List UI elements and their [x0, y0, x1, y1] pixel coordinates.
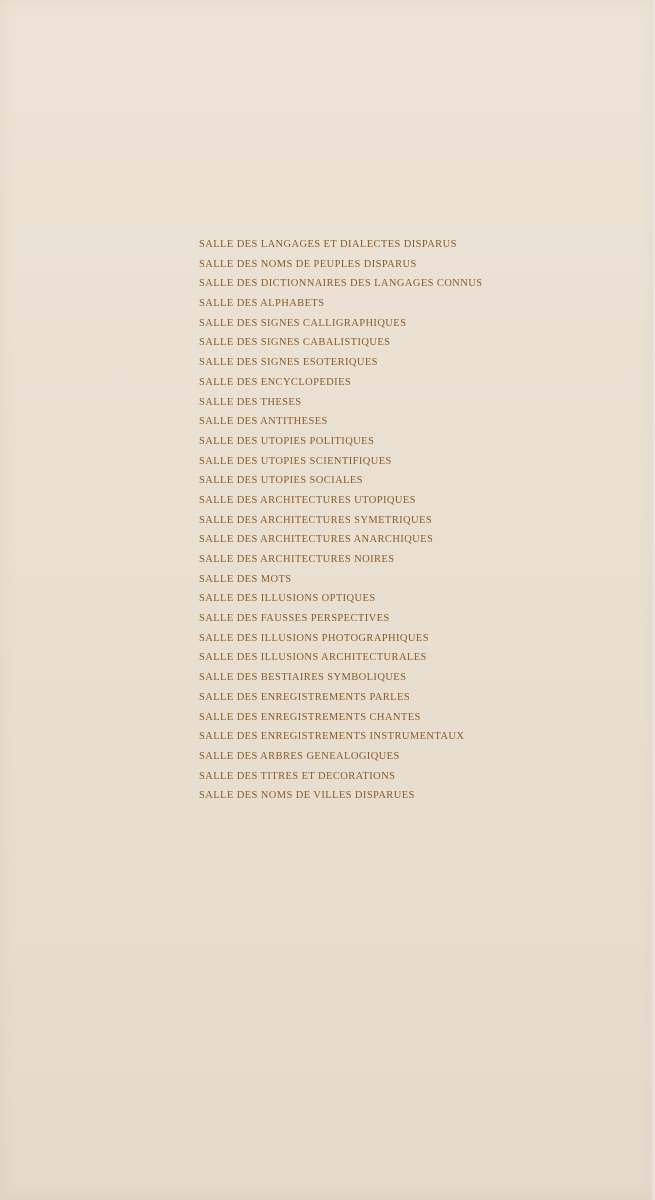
list-item: SALLE DES ARCHITECTURES NOIRES [199, 554, 395, 565]
list-item: SALLE DES ARCHITECTURES SYMETRIQUES [199, 514, 433, 526]
list-item: SALLE DES ILLUSIONS PHOTOGRAPHIQUES [199, 632, 429, 644]
list-item: SALLE DES ALPHABETS [199, 298, 325, 310]
list-item: SALLE DES SIGNES CALLIGRAPHIQUES [199, 317, 407, 329]
list-item: SALLE DES ENREGISTREMENTS CHANTES [199, 711, 421, 723]
list-item: SALLE DES SIGNES CABALISTIQUES [199, 337, 391, 349]
list-item: SALLE DES ARCHITECTURES UTOPIQUES [199, 494, 416, 506]
list-item: SALLE DES ILLUSIONS OPTIQUES [199, 593, 376, 605]
list-item: SALLE DES ANTITHESES [199, 416, 328, 428]
list-item: SALLE DES ARBRES GENEALOGIQUES [199, 750, 400, 762]
list-item: SALLE DES BESTIAIRES SYMBOLIQUES [199, 672, 407, 684]
list-item: SALLE DES DICTIONNAIRES DES LANGAGES CONNUS [199, 278, 483, 290]
list-item: SALLE DES ENCYCLOPEDIES [199, 376, 352, 388]
room-list [199, 235, 483, 806]
list-item: SALLE DES UTOPIES POLITIQUES [199, 435, 375, 447]
list-item: SALLE DES ENREGISTREMENTS PARLES [199, 691, 411, 703]
list-item: SALLE DES NOMS DE PEUPLES DISPARUS [199, 258, 417, 270]
list-item: SALLE DES UTOPIES SCIENTIFIQUES [199, 455, 392, 467]
list-item: SALLE DES LANGAGES ET DIALECTES DISPARUS [199, 239, 457, 250]
list-item: SALLE DES FAUSSES PERSPECTIVES [199, 613, 390, 625]
list-item: SALLE DES MOTS [199, 573, 292, 585]
list-item: SALLE DES UTOPIES SOCIALES [199, 475, 363, 487]
list-item: SALLE DES ARCHITECTURES ANARCHIQUES [199, 534, 434, 546]
list-item: SALLE DES ENREGISTREMENTS INSTRUMENTAUX [199, 731, 465, 743]
list-item: SALLE DES THESES [199, 396, 302, 408]
list-item: SALLE DES NOMS DE VILLES DISPARUES [199, 790, 415, 802]
list-item: SALLE DES ILLUSIONS ARCHITECTURALES [199, 652, 427, 664]
list-item: SALLE DES SIGNES ESOTERIQUES [199, 357, 378, 369]
list-item: SALLE DES TITRES ET DECORATIONS [199, 770, 396, 782]
